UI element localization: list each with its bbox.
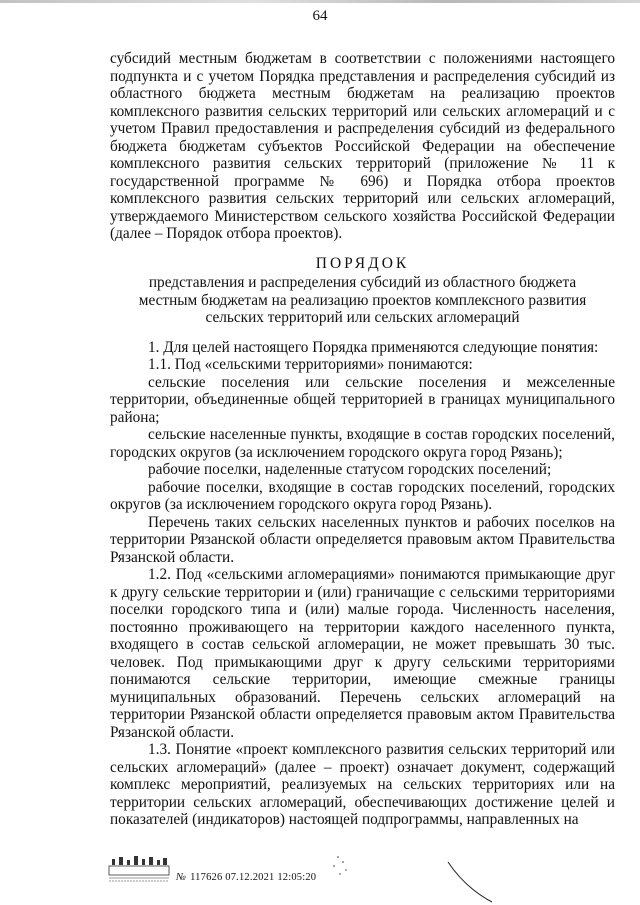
list-item: сельские населенные пункты, входящие в состав городских поселений, городских округов (за исключением городского округа город Рязань); bbox=[110, 426, 615, 461]
list-item: рабочие поселки, наделенные статусом городских поселений; bbox=[148, 461, 552, 478]
doc-mark: № bbox=[176, 872, 187, 883]
electronic-seal-icon bbox=[108, 852, 170, 886]
paragraph-1-2: 1.2. Под «сельскими агломерациями» понимаются примыкающие друг к другу сельские территории и (или) граничащие с сельскими территориями поселки городского типа и (или) малые города. Численность населения, постоянно проживающего на территории каждого населенного пункта, входящего в состав сельской агломерации, не может превышать 30 тыс. человек. Под примыкающими друг к другу сельскими территориями понимаются сельские территории, имеющие смежные границы муниципальных образований. Перечень сельских агломераций на территории Рязанской области определяется правовым актом Правительства Рязанской области. bbox=[110, 566, 615, 741]
list-item: рабочие поселки, входящие в состав городских поселений, городских округов (за исключением городского округа город Рязань). bbox=[110, 478, 615, 513]
intro-paragraph: субсидий местным бюджетам в соответствии с положениями настоящего подпункта и с учетом Порядка представления и распределения субсидий из областного бюджета местным бюджетам на реализацию проектов комплексного развития сельских территорий или сельских агломераций и с учетом Правил предоставления и распределения субсидий из федерального бюджета бюджетам субъектов Российской Федерации на обеспечение комплексного развития сельских территорий (приложение № 11 к государственной программе № 696) и Порядка отбора проектов комплексного развития сельских территорий или сельских агломераций, утверждаемого Министерством сельского хозяйства Российской Федерации (далее – Порядок отбора проектов). bbox=[110, 50, 615, 242]
document-stamp bbox=[176, 872, 316, 883]
page-number: 64 bbox=[312, 8, 328, 24]
paragraph-1-3: 1.3. Понятие «проект комплексного развития сельских территорий или сельских агломераций» (далее – проект) означает документ, содержащий комплекс мероприятий, реализуемых на сельских территориях или на территории сельских агломераций, обеспечивающих достижение целей и показателей (индикаторов) настоящей подпрограммы, направленных на bbox=[110, 741, 615, 828]
section-subtitle: представления и распределения субсидий из областного бюджета местным бюджетам на реализацию проектов комплексного развития сельских территорий или сельских агломераций bbox=[138, 274, 587, 326]
section-title: ПОРЯДОК bbox=[315, 254, 410, 272]
list-item: сельские поселения или сельские поселения и межселенные территории, объединенные общей территорией в границах муниципального района; bbox=[110, 373, 615, 426]
paragraph-1-1: 1.1. Под «сельскими территориями» понимаются: bbox=[148, 356, 473, 373]
paragraph-1: 1. Для целей настоящего Порядка применяются следующие понятия: bbox=[148, 338, 599, 356]
footer bbox=[108, 852, 628, 902]
paragraph-list-note: Перечень таких сельских населенных пунктов и рабочих поселков на территории Рязанской области определяется правовым актом Правительства Рязанской области. bbox=[110, 513, 615, 566]
scan-edge bbox=[0, 0, 640, 3]
document-body bbox=[110, 50, 615, 829]
doc-stamp-text: 117626 07.12.2021 12:05:20 bbox=[190, 872, 317, 883]
